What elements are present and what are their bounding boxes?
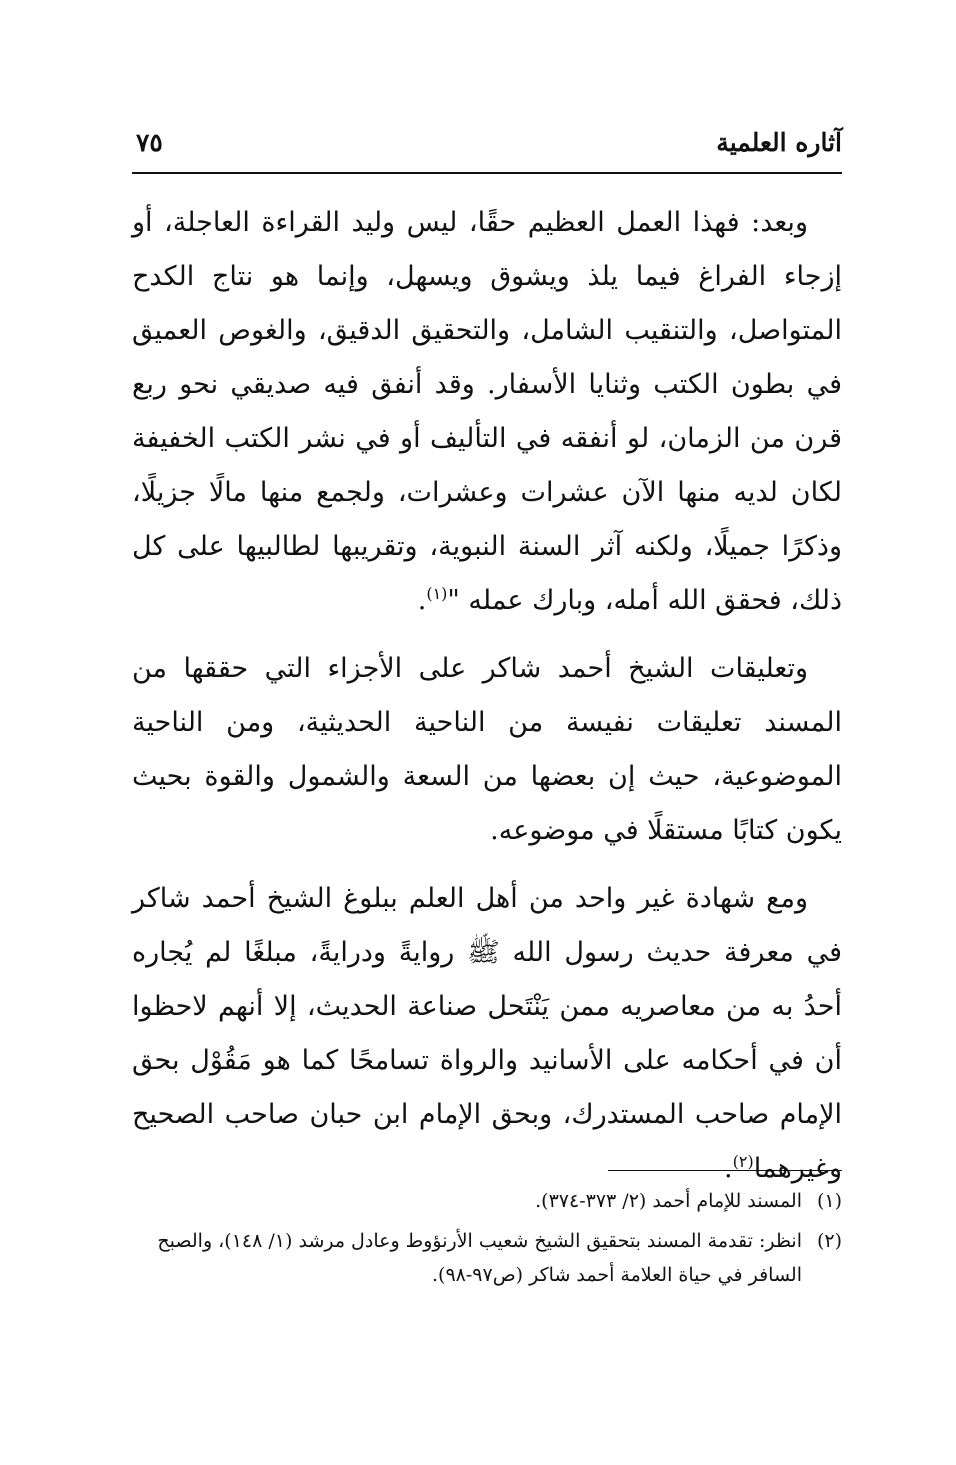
paragraph-1-text: وبعد: فهذا العمل العظيم حقًا، ليس وليد القراءة العاجلة، أو إزجاء الفراغ فيما يلذ ويشوق ويسهل، وإنما هو نتاج الكدح المتواصل، والتنقيب الشامل، والتحقيق الدقيق، والغوص العميق في بطون الكتب وثنايا الأسفار. وقد أنفق فيه صديقي نحو ربع قرن من الزمان، لو أنفقه في التأليف أو في نشر الكتب الخفيفة لكان لديه منها الآن عشرات وعشرات، ولجمع منها مالًا جزيلًا، وذكرًا جميلًا، ولكنه آثر السنة النبوية، وتقريبها لطالبيها على كل ذلك، فحقق الله أمله، وبارك عمله " <box>132 207 842 616</box>
running-title: آثاره العلمية <box>716 128 842 157</box>
paragraph-1 <box>132 196 842 628</box>
footnote-separator <box>608 1170 842 1171</box>
page-number: ٧٥ <box>136 128 163 157</box>
main-text <box>132 196 842 1196</box>
paragraph-2: وتعليقات الشيخ أحمد شاكر على الأجزاء التي حققها من المسند تعليقات نفيسة من الناحية الحديثية، ومن الناحية الموضوعية، حيث إن بعضها من السعة والشمول والقوة بحيث يكون كتابًا مستقلًا في موضوعه. <box>132 653 842 846</box>
paragraph-3 <box>132 872 842 1196</box>
header-rule <box>132 172 842 174</box>
footnote-2-text: انظر: تقدمة المسند بتحقيق الشيخ شعيب الأرنؤوط وعادل مرشد (١/ ١٤٨)، والصبح السافر في حياة العلامة أحمد شاكر (ص٩٧-٩٨). <box>157 1230 802 1286</box>
paragraph-3-end: . <box>724 1153 733 1184</box>
footnote-ref-2: (٢) <box>732 1152 754 1171</box>
footnote-1-text: المسند للإمام أحمد (٢/ ٣٧٣-٣٧٤). <box>535 1190 802 1212</box>
footnote-1 <box>132 1184 842 1218</box>
footnotes <box>132 1184 842 1298</box>
paragraph-3-text: ومع شهادة غير واحد من أهل العلم ببلوغ الشيخ أحمد شاكر في معرفة حديث رسول الله ﷺ روايةً ودرايةً، مبلغًا لم يُجاره أحدُ به من معاصريه ممن يَنْتَحل صناعة الحديث، إلا أنهم لاحظوا أن في أحكامه على الأسانيد والرواة تسامحًا كما هو مَقُوْل بحق الإمام صاحب المستدرك، وبحق الإمام ابن حبان صاحب الصحيح وغيرهما <box>132 883 842 1184</box>
page-header <box>132 122 842 166</box>
footnote-2 <box>132 1224 842 1292</box>
footnote-ref-1: (١) <box>426 584 448 603</box>
footnote-2-marker: (٢) <box>816 1230 842 1252</box>
paragraph-1-end: . <box>417 585 427 616</box>
footnote-1-marker: (١) <box>816 1190 842 1212</box>
